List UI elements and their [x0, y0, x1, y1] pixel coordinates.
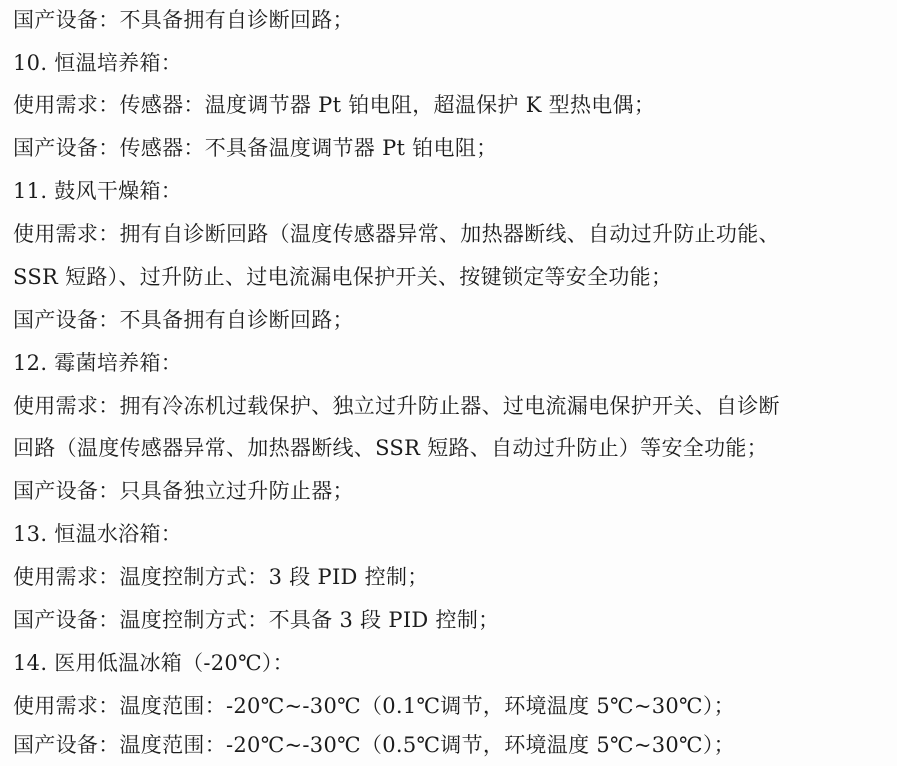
text-line: 国产设备：不具备拥有自诊断回路； — [13, 8, 354, 32]
text-line: SSR 短路）、过升防止、过电流漏电保护开关、按键锁定等安全功能； — [13, 265, 673, 289]
text-line: 使用需求：温度控制方式：3 段 PID 控制； — [13, 565, 429, 589]
text-line: 国产设备：只具备独立过升防止器； — [13, 479, 354, 503]
section-heading: 10. 恒温培养箱： — [13, 51, 183, 75]
text-line: 国产设备：温度范围：-20℃~-30℃（0.5℃调节，环境温度 5℃~30℃）； — [13, 733, 735, 757]
text-line: 国产设备：传感器：不具备温度调节器 Pt 铂电阻； — [13, 136, 498, 160]
section-heading: 11. 鼓风干燥箱： — [13, 179, 183, 203]
section-heading: 13. 恒温水浴箱： — [13, 522, 183, 546]
text-line: 回路（温度传感器异常、加热器断线、SSR 短路、自动过升防止）等安全功能； — [13, 436, 768, 460]
text-line: 国产设备：温度控制方式：不具备 3 段 PID 控制； — [13, 608, 500, 632]
section-heading: 14. 医用低温冰箱（-20℃）： — [13, 651, 294, 675]
text-line: 使用需求：拥有冷冻机过载保护、独立过升防止器、过电流漏电保护开关、自诊断 — [13, 394, 780, 418]
section-heading: 12. 霉菌培养箱： — [13, 351, 183, 375]
text-line: 使用需求：拥有自诊断回路（温度传感器异常、加热器断线、自动过升防止功能、 — [13, 222, 780, 246]
text-line: 国产设备：不具备拥有自诊断回路； — [13, 308, 354, 332]
text-line: 使用需求：传感器：温度调节器 Pt 铂电阻，超温保护 K 型热电偶； — [13, 93, 656, 117]
text-line: 使用需求：温度范围：-20℃~-30℃（0.1℃调节，环境温度 5℃~30℃）； — [13, 694, 735, 718]
